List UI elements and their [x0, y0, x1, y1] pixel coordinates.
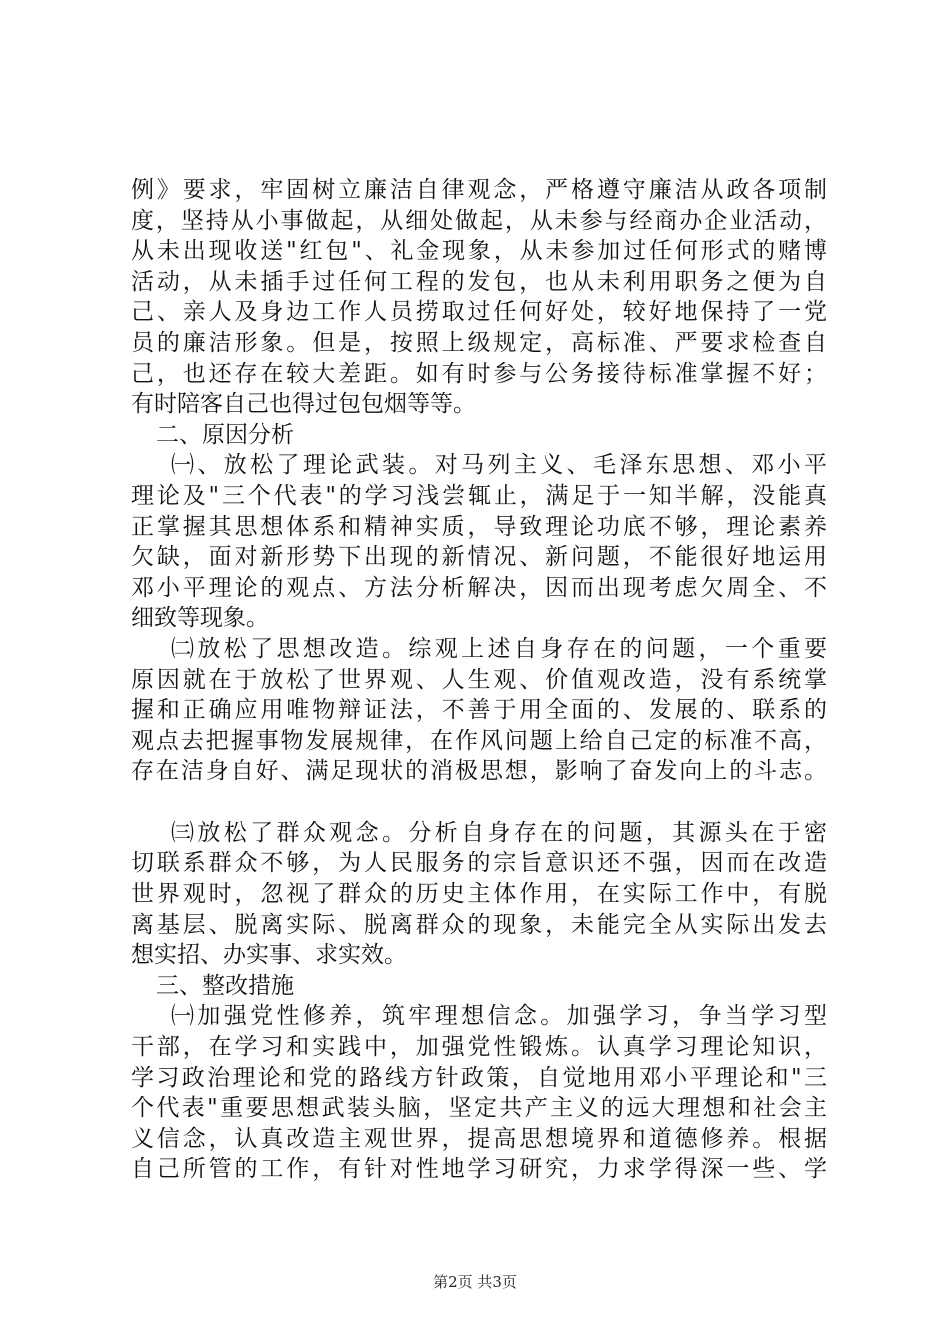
text-line: ㈠加强党性修养，筑牢理想信念。加强学习，争当学习型	[171, 1003, 827, 1030]
paragraph-gap	[131, 787, 827, 818]
text-line: 从未出现收送"红包"、礼金现象，从未参加过任何形式的赌博	[131, 238, 827, 265]
text-line: 原因就在于放松了世界观、人生观、价值观改造，没有系统掌	[131, 666, 827, 693]
text-line: 离基层、脱离实际、脱离群众的现象，未能完全从实际出发去	[131, 911, 827, 938]
text-line: 例》要求，牢固树立廉洁自律观念，严格遵守廉洁从政各项制	[131, 177, 827, 203]
text-line: 干部，在学习和实践中，加强党性锻炼。认真学习理论知识，	[131, 1034, 827, 1061]
text-line: 学习政治理论和党的路线方针政策，自觉地用邓小平理论和"三	[131, 1064, 827, 1091]
text-line: 世界观时，忽视了群众的历史主体作用，在实际工作中，有脱	[131, 881, 827, 908]
text-line: 欠缺，面对新形势下出现的新情况、新问题，不能很好地运用	[131, 544, 827, 571]
text-line: ㈡放松了思想改造。综观上述自身存在的问题，一个重要	[171, 635, 827, 662]
text-line: 度，坚持从小事做起，从细处做起，从未参与经商办企业活动，	[131, 207, 827, 234]
text-line: 个代表"重要思想武装头脑，坚定共产主义的远大理想和社会主	[131, 1095, 827, 1122]
document-body	[131, 175, 827, 1185]
text-line: 己，也还存在较大差距。如有时参与公务接待标准掌握不好；	[131, 360, 827, 387]
text-line: 存在洁身自好、满足现状的消极思想，影响了奋发向上的斗志。	[131, 758, 827, 785]
text-line: 想实招、办实事、求实效。	[131, 942, 407, 969]
page-number-footer: 第2页 共3页	[433, 1273, 517, 1291]
text-line: 正掌握其思想体系和精神实质，导致理论功底不够，理论素养	[131, 513, 827, 540]
text-line: ㈢放松了群众观念。分析自身存在的问题，其源头在于密	[171, 819, 827, 846]
text-line: 握和正确应用唯物辩证法，不善于用全面的、发展的、联系的	[131, 697, 827, 724]
text-line: 活动，从未插手过任何工程的发包，也从未利用职务之便为自	[131, 268, 827, 295]
text-line: 观点去把握事物发展规律，在作风问题上给自己定的标准不高，	[131, 727, 827, 754]
text-line: 己、亲人及身边工作人员捞取过任何好处，较好地保持了一党	[131, 299, 827, 326]
text-line: 员的廉洁形象。但是，按照上级规定，高标准、严要求检查自	[131, 329, 827, 356]
text-line: 邓小平理论的观点、方法分析解决，因而出现考虑欠周全、不	[131, 574, 827, 601]
section-heading: 二、原因分析	[156, 421, 294, 448]
text-line: 自己所管的工作，有针对性地学习研究，力求学得深一些、学	[131, 1156, 827, 1183]
text-line: ㈠、放松了理论武装。对马列主义、毛泽东思想、邓小平	[171, 452, 827, 479]
text-line: 有时陪客自己也得过包包烟等等。	[131, 391, 476, 418]
text-line: 理论及"三个代表"的学习浅尝辄止，满足于一知半解，没能真	[131, 482, 827, 509]
text-line: 切联系群众不够，为人民服务的宗旨意识还不强，因而在改造	[131, 850, 827, 877]
section-heading: 三、整改措施	[156, 972, 294, 999]
text-line: 细致等现象。	[131, 605, 269, 632]
text-line: 义信念，认真改造主观世界，提高思想境界和道德修养。根据	[131, 1125, 827, 1152]
